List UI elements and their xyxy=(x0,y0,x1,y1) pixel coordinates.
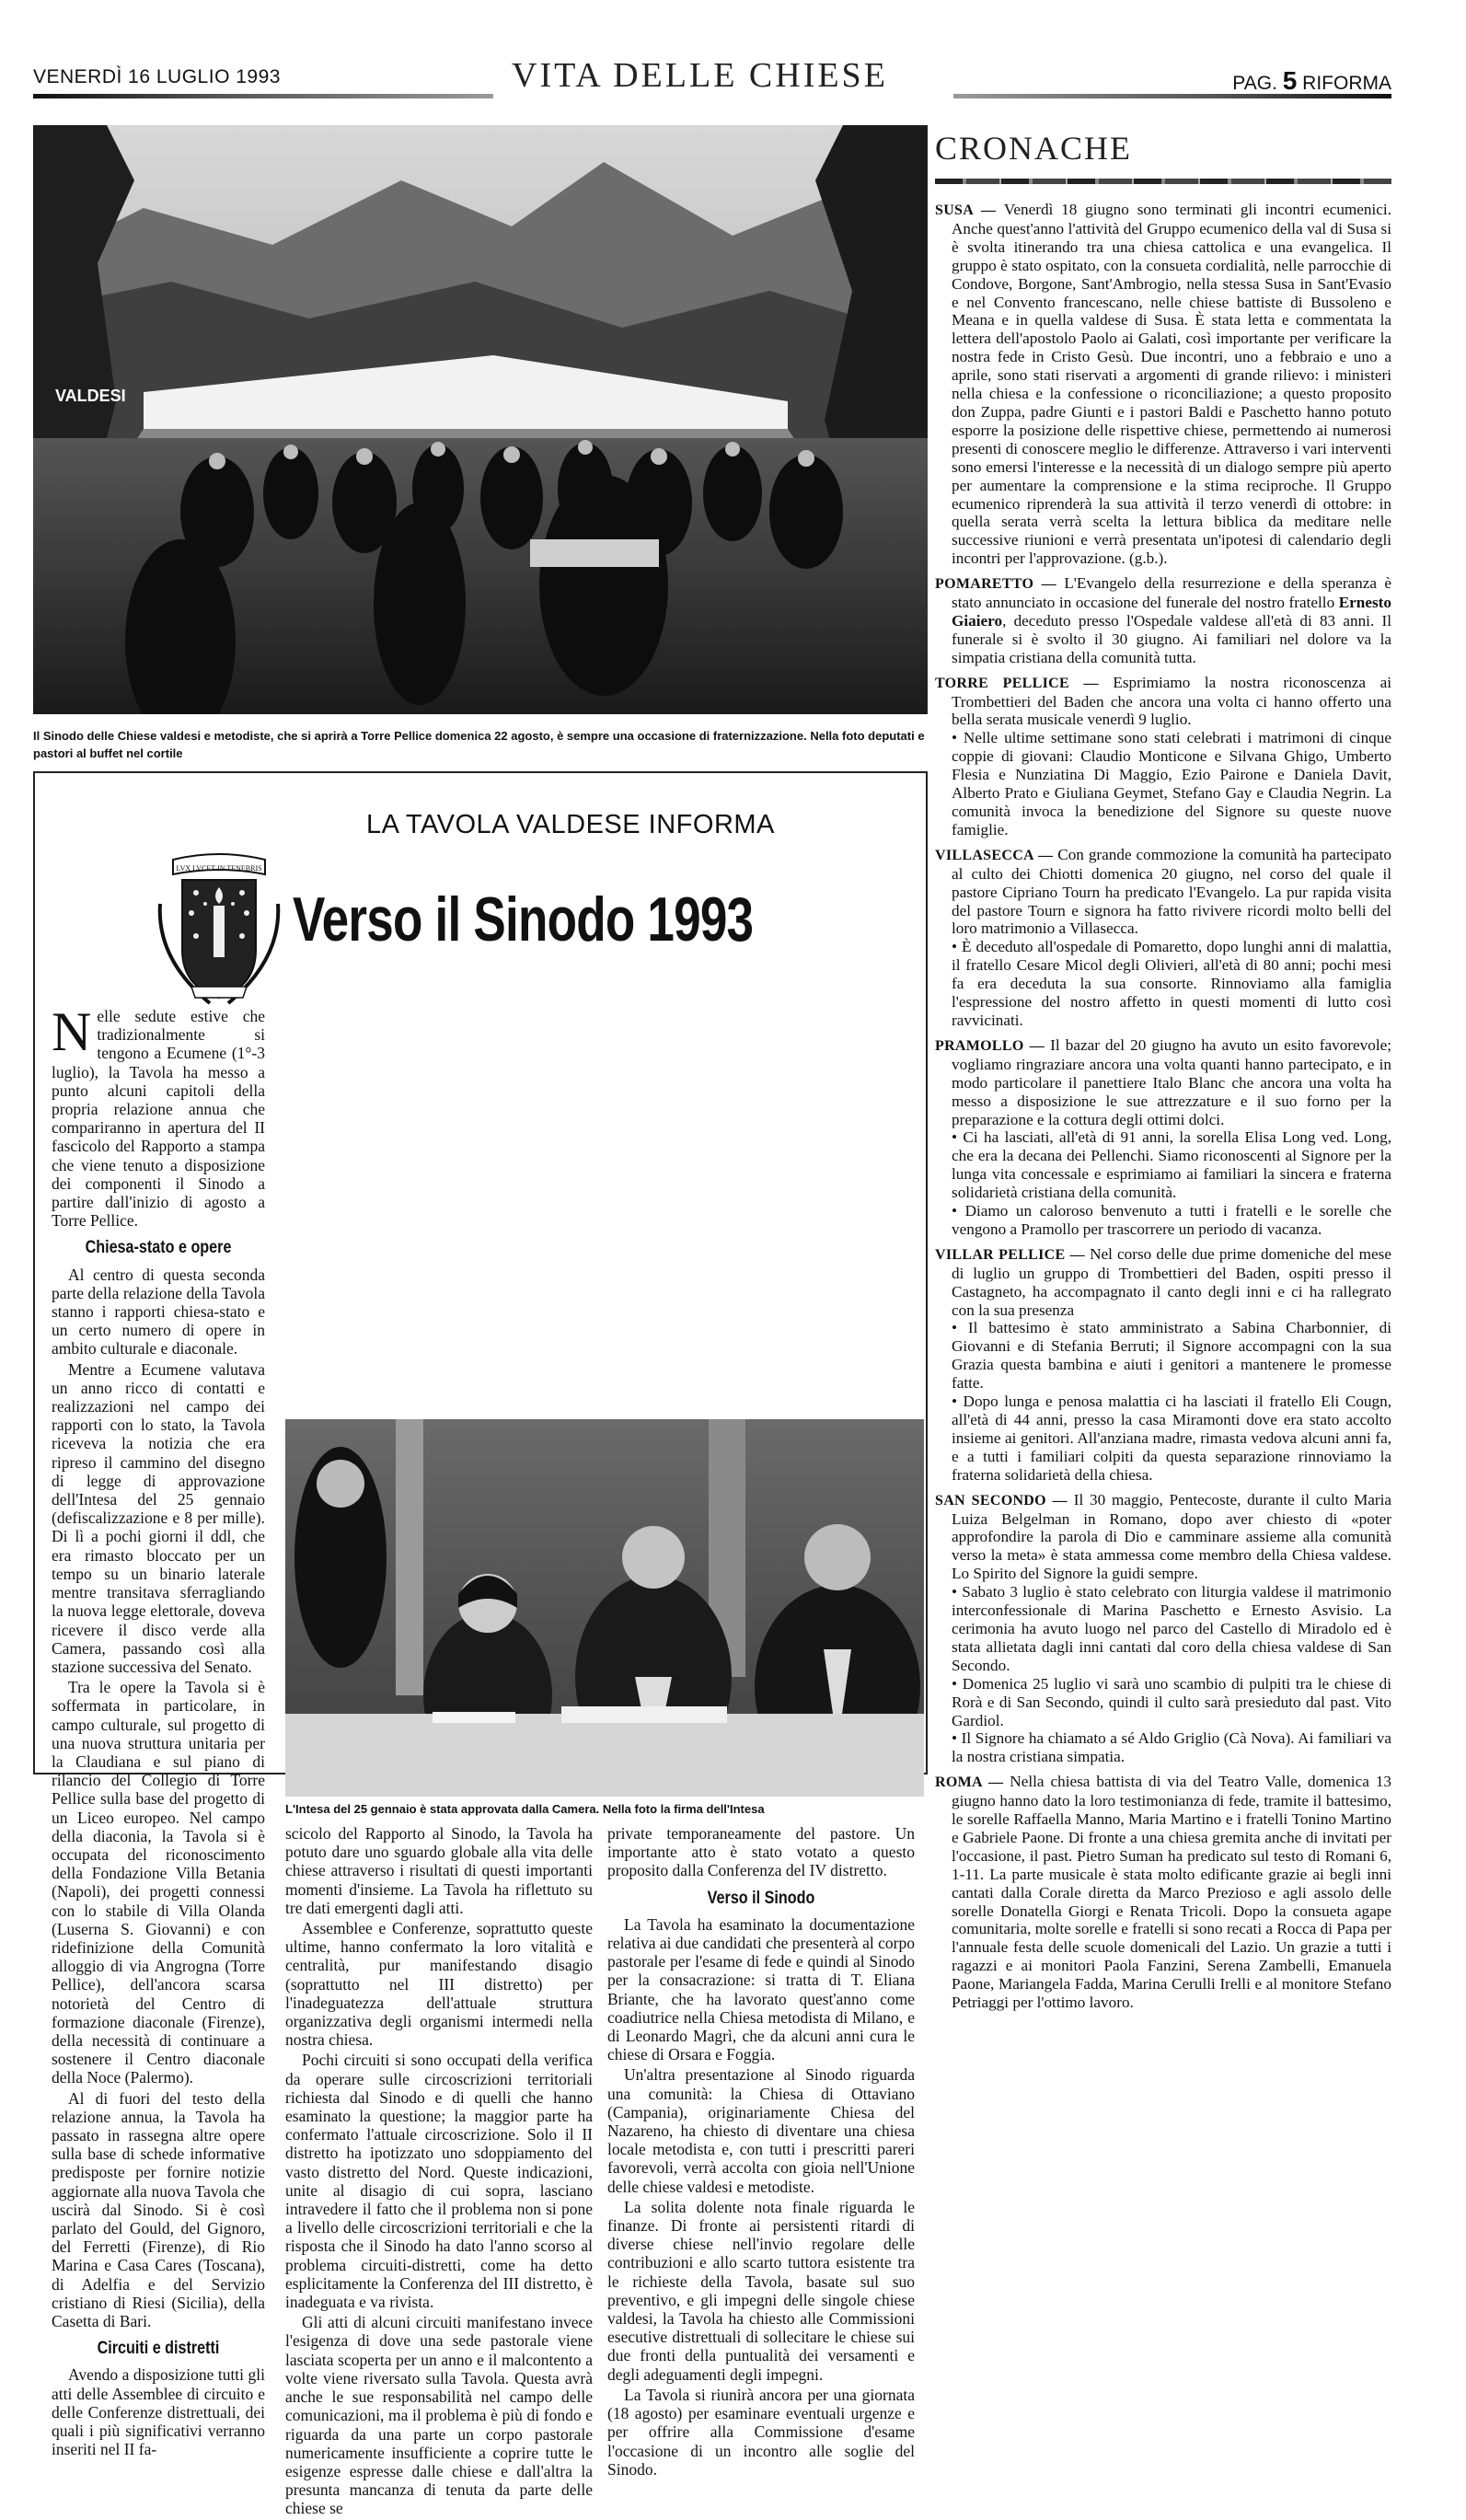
entry-place: SAN SECONDO — xyxy=(935,1492,1068,1509)
entry-text: Con grande commozione la comunità ha partecipato al culto dei Chiotti domenica 20 giugno, nel corso del quale il pastore Cipriano Tourn ha predicato l'Evangelo. La pur rapida visita del pastore Tourn e signora ha fatto rivivere ricordi molto belli del loro matrimonio a Villasecca. xyxy=(952,845,1391,938)
cronache-column xyxy=(935,201,1391,2018)
entry-subtext: • È deceduto all'ospedale di Pomaretto, dopo lunghi anni di malattia, il fratello Cesare Micol degli Olivieri, all'età di 80 anni; pochi mesi fa era deceduta la sua consorte. Rinnoviamo alla famiglia l'espressione del nostro affetto in questi momenti di lutto così ravvicinati. xyxy=(952,938,1391,1029)
entry-place: VILLAR PELLICE — xyxy=(935,1246,1085,1263)
emblem-motto: LVX LVCET IN TENEBRIS xyxy=(176,864,262,873)
box-header: LA TAVOLA VALDESE INFORMA xyxy=(366,810,775,839)
page-number: 5 xyxy=(1282,66,1298,95)
paragraph: Avendo a disposizione tutti gli atti delle Assemblee di circuito e delle Conferenze distrettuali, dei quali i più significativi verranno inseriti nel II fa- xyxy=(52,2365,265,2459)
photo-banner-text: VALDESI xyxy=(55,387,126,405)
entry-place: VILLASECCA — xyxy=(935,847,1054,863)
paragraph: Tra le opere la Tavola si è soffermata in particolare, in campo culturale, sul progetto di una nuova struttura unitaria per la Claudiana e sul piano di rilancio del Collegio di Torre Pellice sulla base del progetto di un Liceo europeo. Nel campo della diaconia, la Tavola si è occupata del riconoscimento della Fondazione Villa Betania (Napoli), dei progetti connessi con lo stabile di Villa Olanda (Luserna S. Giovanni) e con ridefinizione della Comunità alloggio di via Angrogna (Torre Pellice), dell'ancora scarsa notorietà del Centro di formazione diaconale (Firenze), della necessità di continuare a sostenere il Centro diaconale della Noce (Palermo). xyxy=(52,1678,265,2087)
paragraph: La Tavola ha esaminato la documentazione relativa ai due candidati che presenterà al corpo pastorale per l'esame di fede e quindi al Sinodo per la consacrazione: si tratta di T. Eliana Briante, che ha lavorato quest'anno come coadiutrice nella Chiesa metodista di Milano, e di Leonardo Magrì, che da alcuni anni cura le chiese di Orsara e Foggia. xyxy=(607,1914,915,2064)
paragraph: La Tavola si riunirà ancora per una giornata (18 agosto) per esaminare eventuali urgenze e per offrire alla Commissione d'esame l'occasione di un incontro alle soglie del Sinodo. xyxy=(607,2385,915,2479)
entry-subtext: • Nelle ultime settimane sono stati celebrati i matrimoni di cinque coppie di giovani: Claudio Monticone e Silvana Ghigo, Umberto Flesia e Nunziatina Di Maggio, Ezio Pairone e Daniela Davit, Alberto Prato e Giuliana Geymet, Stefano Gay e Claudia Negrin. La comunità invoca la benedizione del Signore su queste nuove famiglie. xyxy=(952,729,1391,838)
article-column-2 xyxy=(285,1824,593,2520)
entry-subtext: • Dopo lunga e penosa malattia ci ha lasciati il fratello Eli Cougn, all'età di 44 anni, presso la casa Miramonti dove era stato accolto insieme ai genitori. All'anziana madre, rimasta vedova alcuni anni fa, e a tutti i familiari colpiti da questa separazione rinnoviamo la fraterna solidarietà della chiesa. xyxy=(952,1393,1391,1484)
masthead-rule-left xyxy=(33,94,493,98)
dropcap: N xyxy=(52,1001,92,1062)
entry-person: Ernesto Giaiero xyxy=(952,594,1391,630)
article-column-1 xyxy=(52,1001,265,2460)
entry-place: TORRE PELLICE — xyxy=(935,675,1099,691)
entry-text: L'Evangelo della resurrezione e della speranza è stato annunciato in occasione del funerale del nostro fratello xyxy=(952,574,1392,612)
intesa-signing-photo xyxy=(285,1419,924,1797)
news-entry-villar-pellice xyxy=(935,1245,1391,1485)
news-entry-susa xyxy=(935,201,1391,568)
entry-subtext: • Diamo un caloroso benvenuto a tutti i fratelli e le sorelle che vengono a Pramollo per trascorrere un periodo di vacanza. xyxy=(952,1202,1391,1238)
cronache-title: CRONACHE xyxy=(935,130,1133,167)
paragraph: scicolo del Rapporto al Sinodo, la Tavola ha potuto dare uno sguardo globale alla vita delle chiese attraverso i risultati di questi importanti momenti d'insieme. La Tavola ha riflettuto su tre dati emergenti dagli atti. xyxy=(285,1824,593,1917)
entry-subtext: • Sabato 3 luglio è stato celebrato con liturgia valdese il matrimonio interconfessionale di Marina Paschetto e Ernesto Asvisio. La cerimonia ha avuto luogo nel parco del Castello di Miradolo ed è stata allietata dagli inni cantati dal coro della chiesa valdese di San Secondo. xyxy=(952,1583,1391,1674)
entry-place: PRAMOLLO — xyxy=(935,1037,1045,1054)
page-prefix: PAG. xyxy=(1232,73,1277,94)
paragraph: private temporaneamente del pastore. Un importante atto è stato votato a questo proposito dalla Conferenza del IV distretto. xyxy=(607,1824,915,1880)
news-entry-torre-pellice xyxy=(935,674,1391,839)
entry-subtext: • Ci ha lasciati, all'età di 91 anni, la sorella Elisa Long ved. Long, che era la decana dei Pellenchi. Siamo riconoscenti al Signore per la lunga vita concessale e esprimiamo ai familiari la sincera e fraterna solidarietà cristiana della comunità. xyxy=(952,1128,1391,1202)
paragraph: Al centro di questa seconda parte della relazione della Tavola stanno i rapporti chiesa-stato e un certo numero di opere in ambito culturale e diaconale. xyxy=(52,1265,265,1358)
entry-text: Il bazar del 20 giugno ha avuto un esito favorevole; vogliamo ringraziare ancora una volta quanti hanno partecipato, e in modo particolare il panettiere Italo Blanc che ancora una volta ha messo a disposizione le sue attrezzature e il suo forno per la preparazione e la cottura degli ottimi dolci. xyxy=(952,1035,1392,1128)
entry-place: POMARETTO — xyxy=(935,576,1056,593)
news-entry-san-secondo xyxy=(935,1491,1391,1767)
entry-subtext: • Il Signore ha chiamato a sé Aldo Griglio (Cà Nova). Ai familiari va la nostra cristiana simpatia. xyxy=(952,1729,1391,1766)
entry-place: ROMA — xyxy=(935,1774,1004,1791)
paragraph: Un'altra presentazione al Sinodo riguarda una comunità: la Chiesa di Ottaviano (Campania), originariamente Chiesa del Nazareno, ha chiesto di diventare una chiesa locale metodista e, con tutti i prescritti pareri favorevoli, verrà accolta con gioia nell'Unione delle chiese valdesi e metodiste. xyxy=(607,2065,915,2196)
entry-text: Nella chiesa battista di via del Teatro Valle, domenica 13 giugno hanno dato la loro testimonianza di fede, tramite il battesimo, le sorelle Raffaella Manno, Maria Martino e i fratelli Tonino Martino e Gabriele Paone. Di fronte a una chiesa gremita anche di invitati per l'occasione, il past. Pietro Suman ha predicato sul testo di Romani 6, 1-11. La parte musicale è stata molto edificante grazie ai begli inni cantati dalla Corale diretta da Marco Prezioso e agli assolo delle sorelle Donatella Giorgi e Renata Tricoli. Dopo la consueta agape comunitaria, molte sorelle e fratelli si sono recati a Rocca di Papa per l'annuale festa delle scuole domenicali del Lazio. Un grazie a tutti i ragazzi e ai monitori Paola Fanzini, Serena Zambelli, Emanuela Paone, Mariangela Fadda, Marina Cerulli Irelli e al monitore Stefano Petriaggi per l'ottimo lavoro. xyxy=(952,1773,1392,2012)
photo2-caption: L'Intesa del 25 gennaio è stata approvata dalla Camera. Nella foto la firma dell'Intesa xyxy=(285,1802,765,1816)
news-entry-villasecca xyxy=(935,846,1391,1030)
subheading-verso-il-sinodo: Verso il Sinodo xyxy=(707,1888,815,1908)
synod-buffet-photo xyxy=(33,125,928,714)
cronache-rule xyxy=(935,179,1391,184)
paragraph: Gli atti di alcuni circuiti manifestano invece l'esigenza di dove una sede pastorale viene lasciata scoperta per un anno e il malcontento a volte viene riversato sulla Tavola. Questa avrà anche le sue responsabilità nel campo delle comunicazioni, ma il problema è più di fondo e riguarda da una parte un corpo pastorale numericamente insufficiente a coprire tutte le esigenze espresse dalle chiese e dall'altra la presunta mancanza di tenuta da parte delle chiese se xyxy=(285,2313,593,2518)
entry-subtext: • Domenica 25 luglio vi sarà uno scambio di pulpiti tra le chiese di Rorà e di San Secondo, quindi il culto sarà presieduto dal past. Vito Gardiol. xyxy=(952,1674,1391,1729)
paragraph: Mentre a Ecumene valutava un anno ricco di contatti e realizzazioni nel campo dei rapporti con lo stato, la Tavola riceveva la notizia che era ripreso il cammino del disegno di legge di approvazione dell'Intesa del 25 gennaio (defiscalizzazione e 8 per mille). Di lì a pochi giorni il ddl, che era rimasto bloccato per un tempo su un binario laterale mentre transitava sferragliando la nuova legge elettorale, doveva ricevere il disco verde alla Camera, passando così alla stazione successiva del Senato. xyxy=(52,1359,265,1676)
page-info xyxy=(1232,66,1391,96)
entry-text: , deceduto presso l'Ospedale valdese all'età di 83 anni. Il funerale si è svolto il 30 giugno. Ai familiari nel dolore va la simpatia cristiana della comunità tutta. xyxy=(952,611,1391,666)
masthead xyxy=(33,53,1391,98)
entry-text: Esprimiamo la nostra riconoscenza ai Trombettieri del Baden che ancora una volta ci hanno offerto una bella serata musicale venerdì 9 luglio. xyxy=(952,673,1391,729)
subheading-circuiti: Circuiti e distretti xyxy=(97,2339,220,2359)
entry-subtext: • Il battesimo è stato amministrato a Sabina Charbonnier, di Giovanni e di Stefania Berruti; il Signore accompagni con la sua Grazia questa bambina e aiuti i genitori a mantenere le promesse fatte. xyxy=(952,1319,1391,1393)
entry-text: Venerdì 18 giugno sono terminati gli incontri ecumenici. Anche quest'anno l'attività del Gruppo ecumenico della val di Susa si è svolta itinerando tra una chiesa cattolica e una evangelica. Il gruppo è stato ospitato, con la consueta cordialità, nelle parrocchie di Condove, Borgone, Sant'Ambrogio, nella stessa Susa in Sant'Evasio e nel Convento francescano, nelle chiese battiste di Bussoleno e Meana e in quella valdese di Susa. È stata letta e commentata la lettera dell'apostolo Paolo ai Galati, così importante per verificare la nostra fede in Cristo Gesù. Due incontri, uno a febbraio e uno a aprile, sono stati riservati a argomenti di grande rilievo: i ministeri nella chiesa e la confessione o riconciliazione; a questo proposito don Zuppa, padre Giunti e i pastori Baldi e Paschetto hanno potuto esporre la posizione delle rispettive chiese, permettendo ai numerosi presenti di conoscere meglio le differenze. Attraverso i vari interventi sono emersi l'interesse e la necessità di un dialogo sempre più aperto per aumentare la comprensione e la stima reciproche. Il Gruppo ecumenico riprenderà la sua attività il terzo venerdì di ottobre: in quella serata verrà scelta la lettura biblica da meditare nelle successive riunioni e verrà presentata un'ipotesi di calendario degli incontri per l'approvazione. (g.b.). xyxy=(952,201,1391,568)
waldensian-emblem xyxy=(155,849,283,1005)
section-title: VITA DELLE CHIESE xyxy=(512,56,888,95)
intro-text: elle sedute estive che tradizionalmente si tengono a Ecumene (1°-3 luglio), la Tavola ha messo a punto alcuni capitoli della propria relazione annua che compariranno in apertura del II fascicolo del Rapporto a stampa che viene tenuto a disposizione dei componenti il Sinodo a partire dall'inizio di agosto a Torre Pellice. xyxy=(52,1007,265,1231)
paragraph: Al di fuori del testo della relazione annua, la Tavola ha passato in rassegna altre opere sulla base di schede informative predisposte per fornire notizie aggiornate alla nuova Tavola che uscirà dal Sinodo. Si è così parlato del Gould, del Gignoro, del Ferretti (Firenze), di Rio Marina e Casa Cares (Toscana), di Adelfia e del Servizio cristiano di Riesi (Sicilia), della Casetta di Bari. xyxy=(52,2088,265,2331)
news-entry-roma xyxy=(935,1773,1391,2012)
entry-place: SUSA — xyxy=(935,202,997,218)
news-entry-pomaretto xyxy=(935,574,1391,667)
headline: Verso il Sinodo 1993 xyxy=(293,884,754,954)
entry-text: Nel corso delle due prime domeniche del mese di luglio un gruppo di Trombettieri del Baden, ospiti presso il Castagneto, ha accompagnato il canto degli inni e ci ha rallegrato con la sua presenza xyxy=(952,1244,1391,1319)
paragraph: La solita dolente nota finale riguarda le finanze. Di fronte ai persistenti ritardi di diverse chiese nell'invio regolare delle contribuzioni e allo scarto tuttora esistente tra le richieste della Tavola, basate sul suo preventivo, e gli impegni delle singole chiese valdesi, la Tavola ha chiesto alle Commissioni esecutive distrettuali di sollecitare le chiese sui due fronti della puntualità dei versamenti e degli adeguamenti degli impegni. xyxy=(607,2197,915,2384)
paragraph: Pochi circuiti si sono occupati della verifica da operare sulle circoscrizioni territoriali richiesta dal Sinodo e di quelli che hanno esaminato la questione; la maggior parte ha confermato l'attuale circoscrizione. Solo il II distretto ha ipotizzato uno sdoppiamento del vasto distretto del Nord. Queste indicazioni, unite al disagio di cui sopra, lasciano intravedere il fatto che il problema non si pone a livello delle circoscrizioni territoriali e che la risposta che il Sinodo ha dato l'anno scorso al problema circuiti-distretti, come ha detto esplicitamente la Conferenza del III distretto, è inadeguata e va rivista. xyxy=(285,2051,593,2312)
candle-emblem-icon xyxy=(155,849,283,1005)
intro-paragraph xyxy=(52,1001,265,1231)
photo1-caption: Il Sinodo delle Chiese valdesi e metodiste, che si aprirà a Torre Pellice domenica 22 agosto, è sempre una occasione di fraternizzazione. Nella foto deputati e pastori al buffet nel cortile xyxy=(33,729,925,760)
subheading-chiesa-stato: Chiesa-stato e opere xyxy=(85,1238,232,1258)
publication-name: RIFORMA xyxy=(1302,73,1391,94)
paragraph: Assemblee e Conferenze, soprattutto queste ultime, hanno confermato la loro vitalità e centralità, pur manifestando disagio (soprattutto nel III distretto) per l'inadeguatezza dell'attuale struttura organizzativa degli organismi intermedi nella nostra chiesa. xyxy=(285,1919,593,2050)
news-entry-pramollo xyxy=(935,1036,1391,1239)
issue-date: VENERDÌ 16 LUGLIO 1993 xyxy=(33,66,281,87)
article-column-3 xyxy=(607,1824,915,2480)
tavola-valdese-box xyxy=(33,771,928,2518)
entry-text: Il 30 maggio, Pentecoste, durante il culto Maria Luiza Belgelman in Romano, dopo aver chiesto di «poter approfondire la parola di Dio e camminare assieme alla comunità verso la meta» è stata ammessa come membro della Chiesa valdese. Lo Spirito del Signore la guidi sempre. xyxy=(952,1490,1391,1583)
